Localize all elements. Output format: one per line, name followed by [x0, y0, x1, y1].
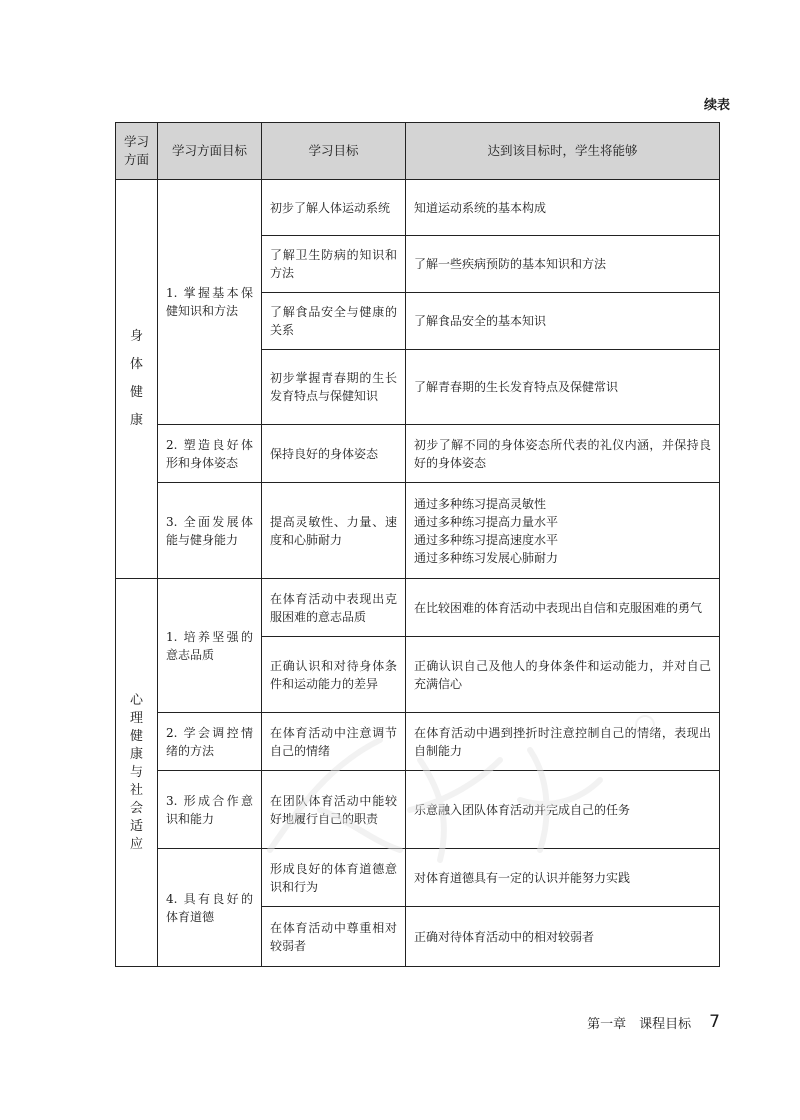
outcome-cell: 正确对待体育活动中的相对较弱者 — [406, 907, 720, 967]
curriculum-goals-table — [115, 122, 720, 967]
area-char: 健 — [129, 728, 143, 744]
area-char: 与 — [129, 764, 143, 780]
aspect-goal-cell: 4. 具有良好的体育道德 — [158, 849, 262, 967]
outcome-cell: 乐意融入团队体育活动并完成自己的任务 — [406, 771, 720, 849]
goal-cell: 初步掌握青春期的生长发育特点与保健知识 — [262, 350, 406, 425]
continued-label: 续表 — [703, 98, 730, 113]
aspect-goal-cell: 2. 学会调控情绪的方法 — [158, 713, 262, 771]
goal-cell: 初步了解人体运动系统 — [262, 180, 406, 236]
header-area: 学习方面 — [116, 123, 158, 180]
outcome-cell: 初步了解不同的身体姿态所代表的礼仪内涵，并保持良好的身体姿态 — [406, 425, 720, 483]
outcome-cell — [406, 483, 720, 579]
outcome-line: 通过多种练习提高速度水平 — [414, 532, 559, 547]
area-char: 康 — [129, 746, 143, 762]
area-char: 心 — [129, 692, 143, 708]
area-char: 体 — [129, 357, 143, 372]
aspect-goal-cell: 1. 掌握基本保健知识和方法 — [158, 180, 262, 425]
table-row — [116, 849, 720, 907]
page-footer — [560, 1010, 720, 1034]
outcome-cell: 了解食品安全的基本知识 — [406, 293, 720, 350]
table-row — [116, 483, 720, 579]
outcome-cell: 在比较困难的体育活动中表现出自信和克服困难的勇气 — [406, 579, 720, 637]
aspect-goal-cell: 2. 塑造良好体形和身体姿态 — [158, 425, 262, 483]
goal-cell: 了解卫生防病的知识和方法 — [262, 236, 406, 293]
area-char: 适 — [129, 818, 143, 834]
chapter-title: 第一章 课程目标 — [587, 1016, 692, 1032]
outcome-cell: 在体育活动中遇到挫折时注意控制自己的情绪，表现出自制能力 — [406, 713, 720, 771]
outcome-line: 通过多种练习提高力量水平 — [414, 514, 559, 529]
aspect-goal-cell: 1. 培养坚强的意志品质 — [158, 579, 262, 713]
aspect-goal-cell: 3. 全面发展体能与健身能力 — [158, 483, 262, 579]
outcome-cell: 对体育道德具有一定的认识并能努力实践 — [406, 849, 720, 907]
area-char: 身 — [129, 329, 143, 344]
outcome-cell: 正确认识自己及他人的身体条件和运动能力，并对自己充满信心 — [406, 637, 720, 713]
outcome-line: 通过多种练习发展心肺耐力 — [414, 550, 559, 565]
page-number: 7 — [709, 1012, 720, 1032]
goal-cell: 在团队体育活动中能较好地履行自己的职责 — [262, 771, 406, 849]
area-char: 社 — [129, 782, 143, 798]
goal-cell: 保持良好的身体姿态 — [262, 425, 406, 483]
area-char: 理 — [129, 710, 143, 726]
area-physical-health-label — [118, 323, 155, 435]
table-row — [116, 425, 720, 483]
goal-cell: 在体育活动中尊重相对较弱者 — [262, 907, 406, 967]
area-char: 康 — [129, 413, 143, 428]
area-char: 应 — [129, 836, 143, 852]
outcome-cell: 知道运动系统的基本构成 — [406, 180, 720, 236]
area-mental-health-social — [116, 579, 158, 967]
table-row — [116, 180, 720, 236]
header-outcome: 达到该目标时，学生将能够 — [406, 123, 720, 180]
goal-cell: 在体育活动中表现出克服困难的意志品质 — [262, 579, 406, 637]
table-row — [116, 771, 720, 849]
goal-cell: 提高灵敏性、力量、速度和心肺耐力 — [262, 483, 406, 579]
area-mental-health-social-label — [118, 692, 155, 854]
area-physical-health — [116, 180, 158, 579]
header-area-goal: 学习方面目标 — [158, 123, 262, 180]
goal-cell: 正确认识和对待身体条件和运动能力的差异 — [262, 637, 406, 713]
goal-cell: 了解食品安全与健康的关系 — [262, 293, 406, 350]
area-char: 健 — [129, 385, 143, 400]
aspect-goal-cell: 3. 形成合作意识和能力 — [158, 771, 262, 849]
outcome-line: 通过多种练习提高灵敏性 — [414, 496, 547, 511]
table-row — [116, 713, 720, 771]
table-row — [116, 579, 720, 637]
outcome-cell: 了解青春期的生长发育特点及保健常识 — [406, 350, 720, 425]
area-char: 会 — [129, 800, 143, 816]
header-row — [116, 123, 720, 180]
header-learning-goal: 学习目标 — [262, 123, 406, 180]
goal-cell: 形成良好的体育道德意识和行为 — [262, 849, 406, 907]
outcome-cell: 了解一些疾病预防的基本知识和方法 — [406, 236, 720, 293]
goal-cell: 在体育活动中注意调节自己的情绪 — [262, 713, 406, 771]
